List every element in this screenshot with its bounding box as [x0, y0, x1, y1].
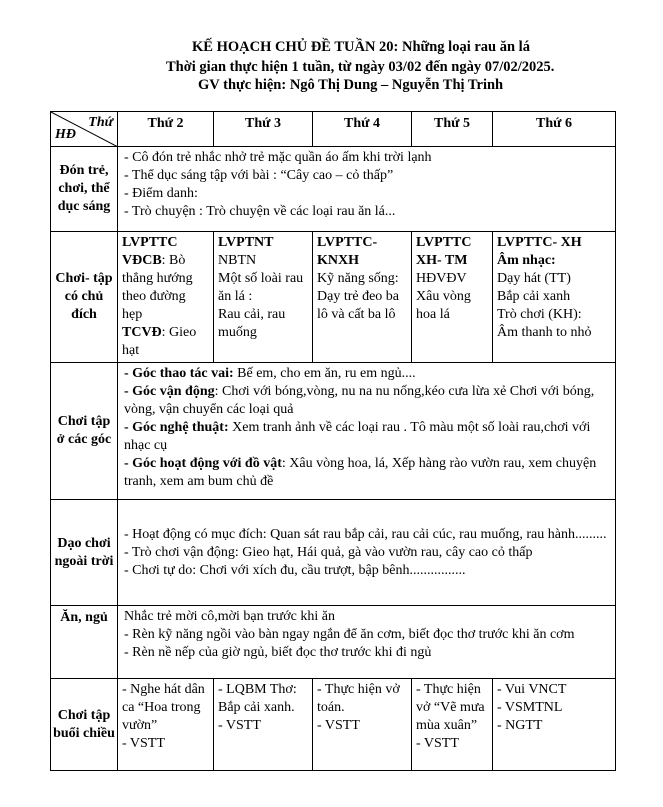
fri-lesson	[493, 232, 616, 363]
tue-lesson	[214, 232, 313, 363]
lesson-type: XH- TM	[416, 253, 468, 268]
text-line: - Rèn nề nếp của giờ ngủ, biết đọc thơ trước khi đi ngủ	[124, 645, 432, 660]
afternoon-item: - Vui VNCT	[497, 682, 567, 697]
lesson-text: NBTN	[218, 253, 257, 268]
corner-day-label: Thứ	[88, 115, 113, 130]
goc-content	[118, 363, 616, 500]
wed-afternoon	[313, 679, 412, 771]
afternoon-item: - VSTT	[122, 736, 165, 751]
lesson-domain: LVPTNT	[218, 235, 274, 250]
row-choi-tap-co-chu-dich	[51, 232, 616, 363]
row-don-tre	[51, 147, 616, 232]
lesson-domain: LVPTTC- XH	[497, 235, 582, 250]
lesson-text: Dạy hát (TT)	[497, 271, 571, 286]
don-tre-content	[118, 147, 616, 232]
text-line: - Hoạt động có mục đích: Quan sát rau bắp cải, rau cải cúc, rau muống, rau hành.........	[124, 526, 607, 542]
lesson-domain: LVPTTC	[122, 235, 178, 250]
lesson-text: Trò chơi (KH):	[497, 307, 582, 322]
corner-text: : Xâu vòng hoa, lá, Xếp hàng rào vườn rau, xem chuyện tranh, xem am bum chủ đề	[124, 456, 597, 489]
row-label: Dạo chơi ngoài trời	[51, 500, 118, 606]
page-title: KẾ HOẠCH CHỦ ĐỀ TUẦN 20: Những loại rau ăn lá	[192, 39, 530, 55]
corner-text: Bế em, cho em ăn, ru em ngủ....	[233, 366, 416, 381]
row-label: Đón trẻ, chơi, thể dục sáng	[51, 147, 118, 232]
afternoon-item: - LQBM Thơ: Bắp cải xanh.	[218, 682, 297, 715]
corner-text: Xem tranh ảnh về các loại rau . Tô màu một số loài rau,chơi với nhạc cụ	[124, 420, 591, 453]
wed-lesson	[313, 232, 412, 363]
corner-activity	[124, 365, 611, 383]
afternoon-item: - VSTT	[218, 718, 261, 733]
mon-lesson	[118, 232, 214, 363]
afternoon-item: - Thực hiện vở “Vẽ mưa mùa xuân”	[416, 682, 485, 733]
day-header-row	[51, 112, 616, 147]
fri-afternoon	[493, 679, 616, 771]
lesson-text: : Gieo hạt	[122, 325, 197, 358]
lesson-text: : Bò thẳng hướng theo đường hẹp	[122, 253, 193, 322]
day-header-wed: Thứ 4	[313, 112, 412, 147]
corner-activity	[124, 455, 611, 491]
lesson-text: Dạy trẻ đeo ba lô và cất ba lô	[317, 289, 400, 322]
lesson-text: Bắp cải xanh	[497, 289, 571, 304]
day-header-fri: Thứ 6	[493, 112, 616, 147]
text-line: - Rèn kỹ năng ngồi vào bàn ngay ngắn để ăn cơm, biết đọc thơ trước khi ăn cơm	[124, 627, 575, 642]
afternoon-item: - VSMTNL	[497, 700, 563, 715]
corner-title: - Góc hoạt động với đồ vật	[124, 456, 282, 471]
lesson-text: Một số loài rau ăn lá :	[218, 271, 304, 304]
lesson-text: Rau cải, rau muống	[218, 307, 286, 340]
corner-text: : Chơi với bóng,vòng, nu na nu nống,kéo cưa lừa xẻ Chơi với bóng, vòng, vận chuyển các loại quả	[124, 384, 595, 417]
corner-activity	[124, 383, 611, 419]
lesson-type: TCVĐ	[122, 325, 162, 340]
lesson-text: HĐVĐV	[416, 271, 467, 286]
text-line: - Chơi tự do: Chơi với xích đu, cầu trượt, bập bênh................	[124, 562, 466, 578]
thu-lesson	[412, 232, 493, 363]
afternoon-item: - VSTT	[317, 718, 360, 733]
corner-title: - Góc vận động	[124, 384, 215, 399]
thu-afternoon	[412, 679, 493, 771]
lesson-text: Xâu vòng hoa lá	[416, 289, 471, 322]
row-label: Chơi tập ở các góc	[51, 363, 118, 500]
text-line: - Trò chuyện : Trò chuyện về các loại rau ăn lá...	[124, 204, 396, 219]
row-label: Chơi- tập có chủ đích	[51, 232, 118, 363]
corner-title: - Góc nghệ thuật:	[124, 420, 229, 435]
tue-afternoon	[214, 679, 313, 771]
row-label: Chơi tập buổi chiều	[51, 679, 118, 771]
corner-cell	[51, 112, 118, 147]
an-ngu-content	[118, 606, 616, 679]
afternoon-item: - VSTT	[416, 736, 459, 751]
dao-choi-content	[118, 500, 616, 606]
text-line: - Cô đón trẻ nhắc nhở trẻ mặc quần áo ấm khi trời lạnh	[124, 150, 432, 165]
lesson-domain: LVPTTC	[416, 235, 472, 250]
text-line: Nhắc trẻ mời cô,mời bạn trước khi ăn	[124, 609, 335, 624]
corner-activity	[124, 419, 611, 455]
row-label: Ăn, ngủ	[51, 606, 118, 679]
corner-title: - Góc thao tác vai:	[124, 366, 234, 381]
lesson-type: KNXH	[317, 253, 359, 268]
lesson-text: Âm thanh to nhỏ	[497, 325, 592, 340]
lesson-domain: LVPTTC-	[317, 235, 378, 250]
text-line: - Điểm danh:	[124, 186, 198, 201]
afternoon-item: - Nghe hát dân ca “Hoa trong vườn”	[122, 682, 205, 733]
weekly-plan-table	[50, 111, 616, 771]
corner-activity-label: HĐ	[55, 127, 76, 142]
day-header-thu: Thứ 5	[412, 112, 493, 147]
lesson-text: Kỹ năng sống:	[317, 271, 399, 286]
row-an-ngu	[51, 606, 616, 679]
afternoon-item: - Thực hiện vở toán.	[317, 682, 400, 715]
row-choi-tap-o-cac-goc	[51, 363, 616, 500]
text-line: - Trò chơi vận động: Gieo hạt, Hái quả, gà vào vườn rau, cây cao cỏ thấp	[124, 544, 533, 560]
lesson-type: VĐCB	[122, 253, 162, 268]
time-period: Thời gian thực hiện 1 tuần, từ ngày 03/02 đến ngày 07/02/2025.	[166, 59, 555, 75]
afternoon-item: - NGTT	[497, 718, 543, 733]
day-header-tue: Thứ 3	[214, 112, 313, 147]
lesson-type: Âm nhạc:	[497, 253, 556, 268]
row-choi-tap-buoi-chieu	[51, 679, 616, 771]
mon-afternoon	[118, 679, 214, 771]
text-line: - Thể dục sáng tập với bài : “Cây cao – cỏ thấp”	[124, 168, 394, 183]
row-dao-choi	[51, 500, 616, 606]
day-header-mon: Thứ 2	[118, 112, 214, 147]
teachers-line: GV thực hiện: Ngô Thị Dung – Nguyễn Thị Trinh	[198, 77, 504, 93]
